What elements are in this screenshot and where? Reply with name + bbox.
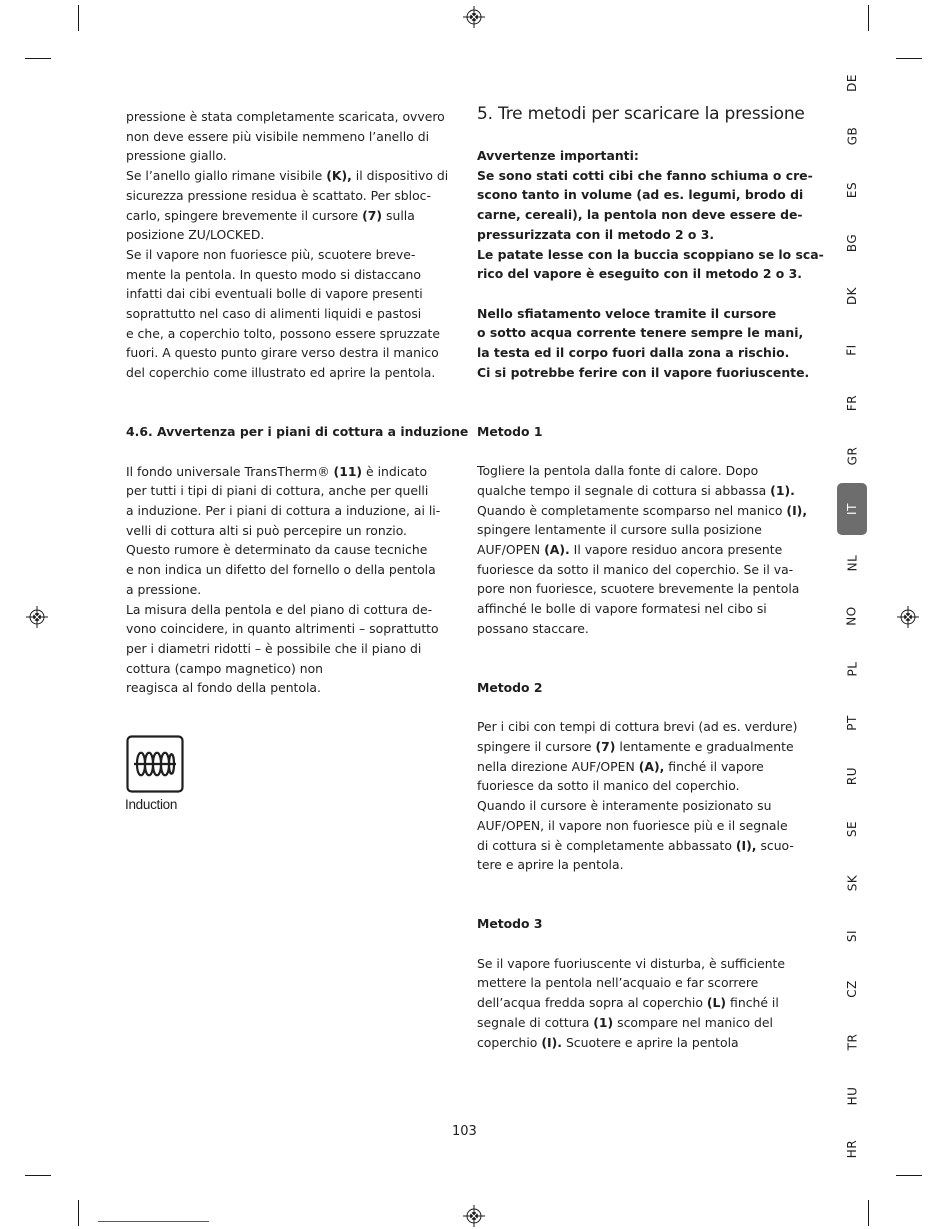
- language-tab-es[interactable]: [837, 175, 867, 205]
- body-line: affinché le bolle di vapore formatesi nel cibo si: [477, 601, 767, 617]
- crop-mark: [868, 5, 869, 31]
- language-tab-bg[interactable]: [837, 228, 867, 258]
- body-line: Per i cibi con tempi di cottura brevi (ad es. verdure): [477, 719, 798, 735]
- body-line: Se l’anello giallo rimane visibile (K), il dispositivo di: [126, 168, 449, 184]
- language-tab-de[interactable]: [837, 68, 867, 98]
- warning-line: rico del vapore è eseguito con il metodo 2 o 3.: [477, 266, 802, 282]
- language-tab-no[interactable]: [837, 601, 867, 631]
- body-line: possano staccare.: [477, 620, 589, 636]
- body-line: fuori. A questo punto girare verso destra il manico: [126, 345, 439, 361]
- body-line: Questo rumore è determinato da cause tecniche: [126, 542, 428, 558]
- body-line: sicurezza pressione residua è scattato. Per sbloc-: [126, 187, 431, 203]
- warning-line: pressurizzata con il metodo 2 o 3.: [477, 226, 715, 242]
- body-line: dell’acqua fredda sopra al coperchio (L) finché il: [477, 995, 779, 1011]
- body-line: coperchio (I). Scuotere e aprire la pentola: [477, 1034, 739, 1050]
- section-title: 4.6. Avvertenza per i piani di cottura a induzione: [126, 424, 469, 440]
- language-tab-se[interactable]: [837, 814, 867, 844]
- language-tab-label: NL: [844, 554, 859, 572]
- language-tab-label: FI: [844, 343, 859, 356]
- method-3-title: Metodo 3: [477, 916, 543, 932]
- body-line: pressione è stata completamente scaricata, ovvero: [126, 109, 445, 124]
- body-line: a induzione. Per i piani di cottura a induzione, ai li-: [126, 503, 441, 519]
- language-tab-label: RU: [845, 766, 859, 785]
- warning-line: Ci si potrebbe ferire con il vapore fuoriuscente.: [477, 364, 810, 380]
- language-tab-label: HU: [845, 1086, 859, 1106]
- registration-mark-icon: [26, 606, 48, 628]
- language-tab-label: GB: [845, 127, 859, 146]
- body-line: reagisca al fondo della pentola.: [126, 680, 321, 696]
- body-line: carlo, spingere brevemente il cursore (7) sulla: [126, 207, 415, 223]
- body-line: e non indica un difetto del fornello o della pentola: [126, 562, 436, 578]
- language-tab-pl[interactable]: [837, 654, 867, 684]
- crop-mark: [868, 1200, 869, 1226]
- body-line: Quando il cursore è interamente posizionato su: [477, 798, 772, 814]
- language-tab-tr[interactable]: [837, 1027, 867, 1057]
- body-line: cottura (campo magnetico) non: [126, 660, 324, 676]
- induction-label: Induction: [125, 797, 178, 812]
- body-line: mente la pentola. In questo modo si distaccano: [126, 266, 421, 282]
- warning-line: o sotto acqua corrente tenere sempre le mani,: [477, 325, 804, 341]
- body-line: infatti dai cibi eventuali bolle di vapore presenti: [126, 286, 423, 302]
- body-line: segnale di cottura (1) scompare nel manico del: [477, 1014, 773, 1030]
- crop-mark: [78, 1200, 79, 1226]
- warning-line: la testa ed il corpo fuori dalla zona a rischio.: [477, 345, 790, 361]
- language-tab-label: BG: [844, 233, 859, 253]
- language-tab-label: IT: [845, 503, 859, 516]
- language-tab-ru[interactable]: [837, 761, 867, 791]
- language-tab-label: ES: [844, 181, 859, 198]
- body-line: per tutti i tipi di piani di cottura, anche per quelli: [126, 483, 429, 499]
- body-line: pressione giallo.: [126, 148, 227, 164]
- language-tab-nl[interactable]: [837, 548, 867, 578]
- left-column: [126, 107, 468, 698]
- body-line: La misura della pentola e del piano di cottura de-: [126, 601, 433, 617]
- body-line: Il fondo universale TransTherm® (11) è indicato: [126, 463, 428, 479]
- body-line: del coperchio come illustrato ed aprire la pentola.: [126, 365, 436, 381]
- body-line: spingere lentamente il cursore sulla posizione: [477, 522, 762, 538]
- body-line: fuoriesce da sotto il manico del coperchio. Se il va-: [477, 561, 794, 577]
- body-line: Se il vapore fuoriuscente vi disturba, è sufficiente: [477, 955, 786, 971]
- warning-line: carne, cereali), la pentola non deve essere de-: [477, 207, 803, 223]
- warning-line: scono tanto in volume (ad es. legumi, brodo di: [477, 187, 804, 203]
- method-1-title: Metodo 1: [477, 423, 543, 439]
- language-tab-label: SI: [845, 929, 859, 942]
- body-line: di cottura si è completamente abbassato (I), scuo-: [477, 837, 794, 853]
- body-line: nella direzione AUF/OPEN (A), finché il vapore: [477, 758, 764, 774]
- language-tab-pt[interactable]: [837, 708, 867, 738]
- language-tab-label: FR: [845, 394, 859, 411]
- language-tab-label: SK: [845, 874, 859, 891]
- crop-mark: [25, 1175, 51, 1176]
- warning-line: Nello sfiatamento veloce tramite il cursore: [477, 305, 777, 321]
- crop-mark: [896, 1175, 922, 1176]
- language-tab-label: GR: [844, 446, 859, 466]
- language-tab-fi[interactable]: [837, 335, 867, 365]
- body-line: tere e aprire la pentola.: [477, 857, 624, 873]
- language-tab-gb[interactable]: [837, 121, 867, 151]
- body-line: spingere il cursore (7) lentamente e gradualmente: [477, 739, 794, 755]
- language-tab-it[interactable]: [837, 483, 867, 535]
- language-tab-dk[interactable]: [837, 281, 867, 311]
- language-tab-cz[interactable]: [837, 974, 867, 1004]
- language-tab-fr[interactable]: [837, 388, 867, 418]
- page-number: 103: [452, 1124, 477, 1139]
- section-heading: 5. Tre metodi per scaricare la pressione: [477, 104, 805, 124]
- body-line: AUF/OPEN (A). Il vapore residuo ancora presente: [477, 542, 783, 558]
- body-line: pore non fuoriesce, scuotere brevemente la pentola: [477, 581, 800, 597]
- crop-mark: [78, 5, 79, 31]
- body-line: vono coincidere, in quanto altrimenti – soprattutto: [126, 621, 439, 637]
- language-tab-gr[interactable]: [837, 441, 867, 471]
- language-tab-si[interactable]: [837, 921, 867, 951]
- registration-mark-icon: [897, 606, 919, 628]
- body-line: a pressione.: [126, 581, 202, 597]
- body-line: per i diametri ridotti – è possibile che il piano di: [126, 640, 422, 656]
- body-line: e che, a coperchio tolto, possono essere spruzzate: [126, 325, 440, 341]
- body-line: qualche tempo il segnale di cottura si abbassa (1).: [477, 482, 795, 498]
- language-tab-label: SE: [844, 821, 859, 838]
- warning-line: Le patate lesse con la buccia scoppiano se lo sca-: [477, 246, 824, 262]
- registration-mark-icon: [463, 6, 485, 28]
- right-column: [477, 146, 824, 1052]
- language-tab-label: NO: [844, 606, 859, 626]
- language-tab-label: CZ: [844, 980, 859, 998]
- language-tab-label: TR: [844, 1034, 859, 1051]
- body-line: non deve essere più visibile nemmeno l’anello di: [126, 128, 430, 144]
- warning-line: Avvertenze importanti:: [477, 148, 639, 163]
- language-tab-label: DK: [844, 287, 859, 306]
- body-line: soprattutto nel caso di alimenti liquidi e pastosi: [126, 306, 422, 322]
- language-tab-sk[interactable]: [837, 868, 867, 898]
- body-line: Se il vapore non fuoriesce più, scuotere breve-: [126, 246, 416, 262]
- induction-icon: [126, 735, 184, 793]
- body-line: Togliere la pentola dalla fonte di calore. Dopo: [477, 463, 759, 479]
- language-tab-label: HR: [845, 1139, 859, 1159]
- crop-mark: [896, 58, 922, 59]
- bottom-link-line: [98, 1221, 209, 1222]
- language-tab-hr[interactable]: [837, 1134, 867, 1164]
- body-line: velli di cottura alti si può percepire un ronzio.: [126, 522, 407, 538]
- body-line: Quando è completamente scomparso nel manico (I),: [477, 502, 808, 518]
- body-line: mettere la pentola nell’acquaio e far scorrere: [477, 975, 759, 991]
- body-line: fuoriesce da sotto il manico del coperchio.: [477, 778, 740, 794]
- language-tab-label: PT: [844, 714, 859, 731]
- warning-line: Se sono stati cotti cibi che fanno schiuma o cre-: [477, 167, 813, 183]
- language-tab-label: DE: [844, 74, 859, 92]
- crop-mark: [25, 58, 51, 59]
- language-tab-label: PL: [844, 661, 859, 677]
- registration-mark-icon: [463, 1205, 485, 1227]
- body-line: posizione ZU/LOCKED.: [126, 227, 265, 243]
- body-line: AUF/OPEN, il vapore non fuoriesce più e il segnale: [477, 817, 788, 833]
- language-tab-hu[interactable]: [837, 1081, 867, 1111]
- method-2-title: Metodo 2: [477, 679, 543, 695]
